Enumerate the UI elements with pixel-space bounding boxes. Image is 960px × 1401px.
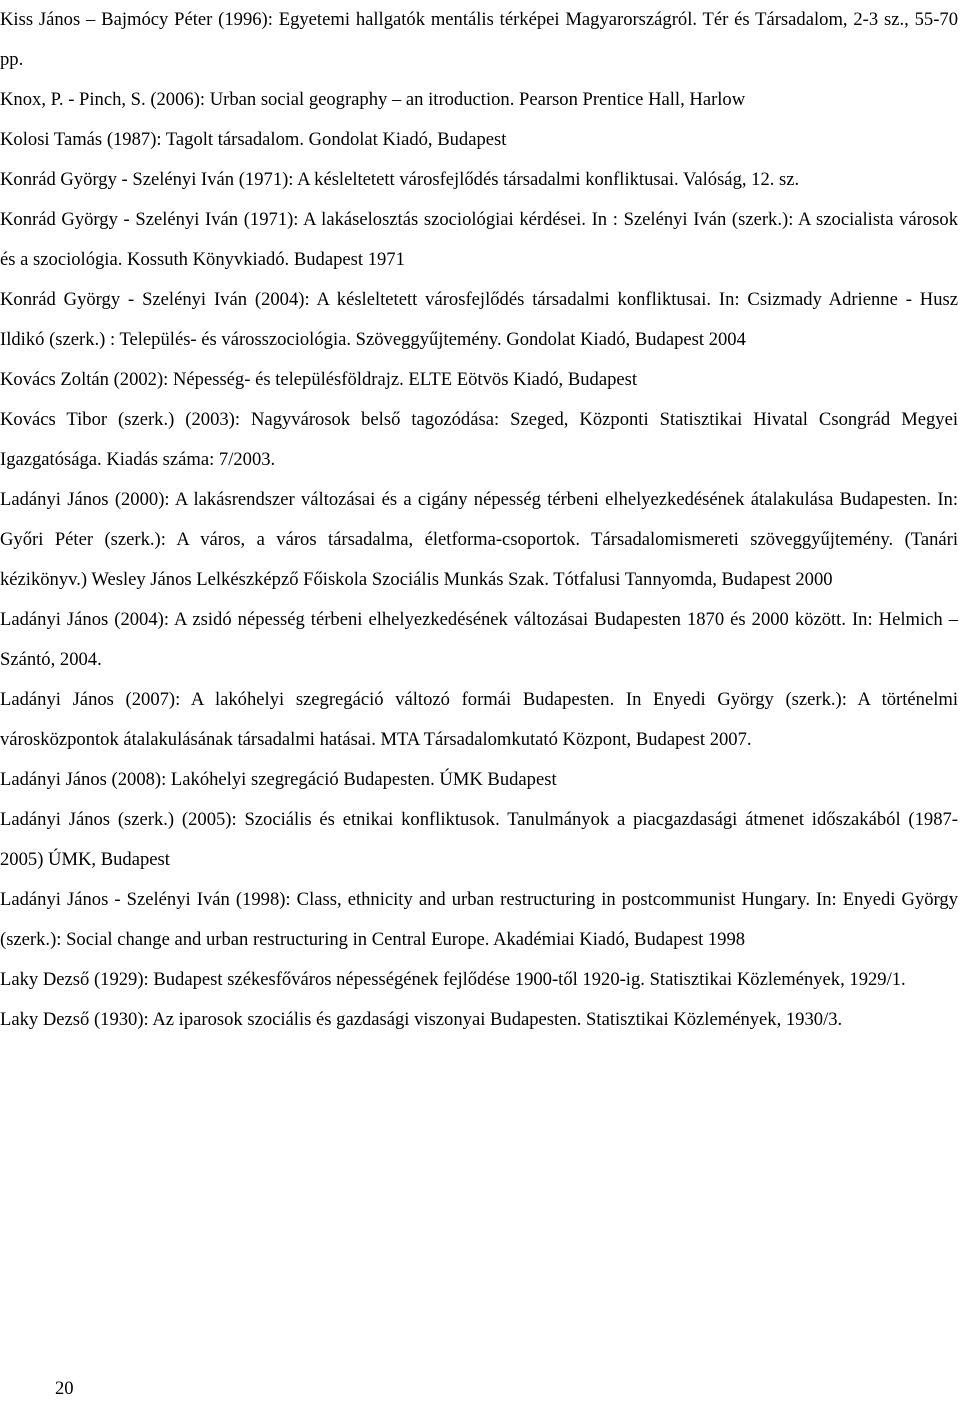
reference-entry: Ladányi János (2008): Lakóhelyi szegregáció Budapesten. ÚMK Budapest — [0, 769, 557, 790]
page-number: 20 — [55, 1378, 74, 1399]
reference-entry: Konrád György - Szelényi Iván (2004): A késleltetett városfejlődés társadalmi konfliktusai. In: Csizmady Adrienne - Husz Ildikó (szerk.) : Település- és városszociológia. Szöveggyűjtemény. Gondolat Kiadó, Budapest 2004 — [0, 289, 958, 350]
reference-entry: Konrád György - Szelényi Iván (1971): A késleltetett városfejlődés társadalmi konfliktusai. Valóság, 12. sz. — [0, 169, 800, 190]
reference-entry: Kovács Tibor (szerk.) (2003): Nagyvárosok belső tagozódása: Szeged, Központi Statisztikai Hivatal Csongrád Megyei Igazgatósága. Kiadás száma: 7/2003. — [0, 409, 958, 470]
reference-entry: Laky Dezső (1929): Budapest székesfőváros népességének fejlődése 1900-től 1920-ig. Statisztikai Közlemények, 1929/1. — [0, 969, 906, 990]
reference-entry: Ladányi János (2000): A lakásrendszer változásai és a cigány népesség térbeni elhelyezkedésének átalakulása Budapesten. In: Győri Péter (szerk.): A város, a város társadalma, életforma-csoportok. Társadalomismereti szöveggyűjtemény. (Tanári kézikönyv.) Wesley János Lelkészképző Főiskola Szociális Munkás Szak. Tótfalusi Tannyomda, Budapest 2000 — [0, 489, 958, 590]
reference-entry: Laky Dezső (1930): Az iparosok szociális és gazdasági viszonyai Budapesten. Statisztikai Közlemények, 1930/3. — [0, 1009, 843, 1030]
reference-entry: Ladányi János (2007): A lakóhelyi szegregáció változó formái Budapesten. In Enyedi György (szerk.): A történelmi városközpontok átalakulásának társadalmi hatásai. MTA Társadalomkutató Központ, Budapest 2007. — [0, 689, 958, 750]
reference-entry: Kolosi Tamás (1987): Tagolt társadalom. Gondolat Kiadó, Budapest — [0, 129, 507, 150]
reference-entry: Ladányi János - Szelényi Iván (1998): Class, ethnicity and urban restructuring in postcommunist Hungary. In: Enyedi György (szerk.): Social change and urban restructuring in Central Europe. Akadémiai Kiadó, Budapest 1998 — [0, 889, 958, 950]
reference-entry: Kovács Zoltán (2002): Népesség- és településföldrajz. ELTE Eötvös Kiadó, Budapest — [0, 369, 638, 390]
reference-entry: Ladányi János (szerk.) (2005): Szociális és etnikai konfliktusok. Tanulmányok a piacgazdasági átmenet időszakából (1987-2005) ÚMK, Budapest — [0, 809, 958, 870]
reference-entry: Knox, P. - Pinch, S. (2006): Urban social geography – an itroduction. Pearson Prentice Hall, Harlow — [0, 89, 746, 110]
reference-entry: Kiss János – Bajmócy Péter (1996): Egyetemi hallgatók mentális térképei Magyarországról. Tér és Társadalom, 2-3 sz., 55-70 pp. — [0, 9, 958, 70]
reference-entry: Ladányi János (2004): A zsidó népesség térbeni elhelyezkedésének változásai Budapesten 1870 és 2000 között. In: Helmich – Szántó, 2004. — [0, 609, 958, 670]
reference-entry: Konrád György - Szelényi Iván (1971): A lakáselosztás szociológiai kérdései. In : Szelényi Iván (szerk.): A szocialista városok és a szociológia. Kossuth Könyvkiadó. Budapest 1971 — [0, 209, 958, 270]
